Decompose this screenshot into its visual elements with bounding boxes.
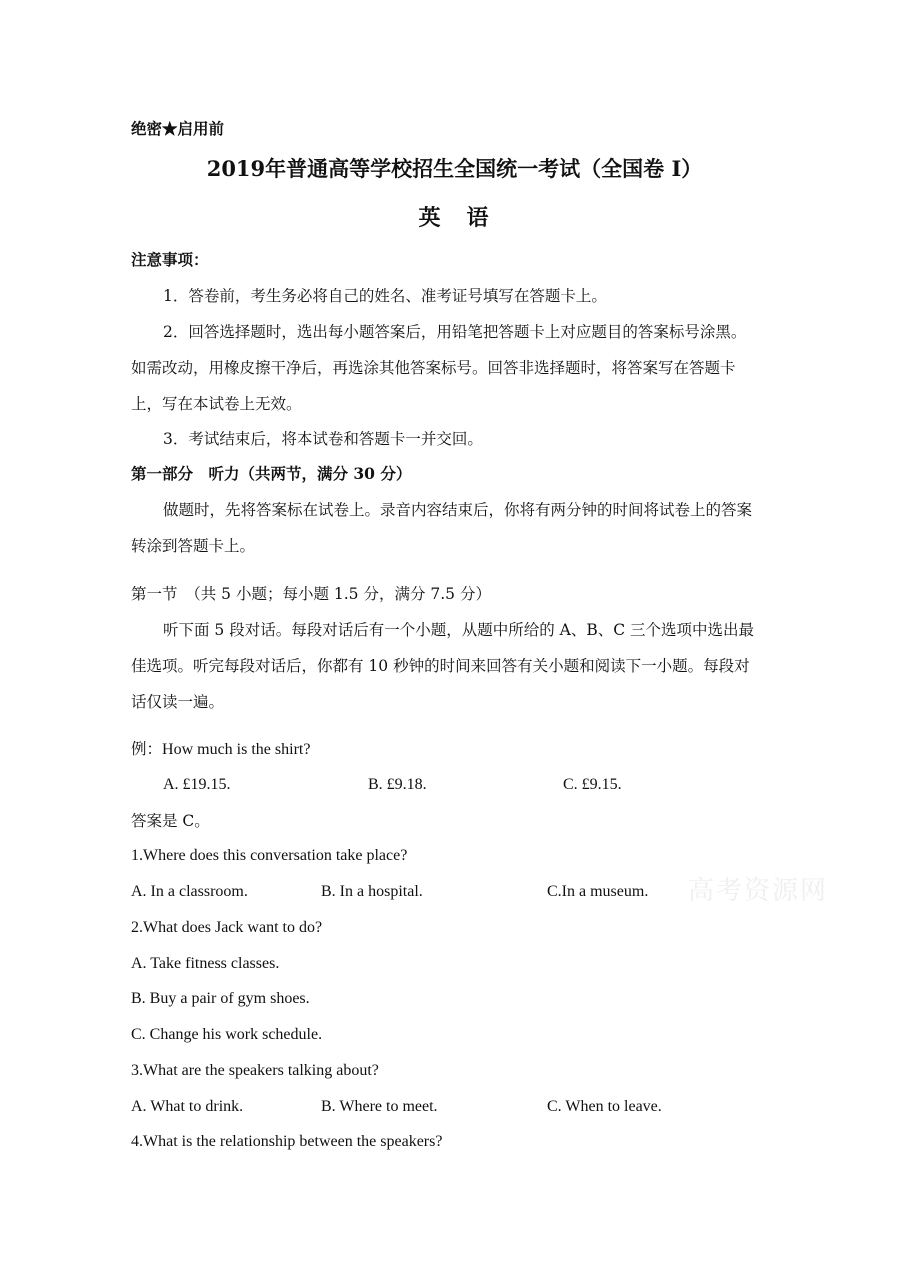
example-question [131,739,310,760]
watermark: 高考资源网 [688,876,829,906]
note-item-2-line-1: 2．回答选择题时，选出每小题答案后，用铅笔把答题卡上对应题目的答案标号涂黑。 [163,323,747,341]
question-1-option-b: B. In a hospital. [321,883,423,900]
part1-intro-line-2: 转涂到答题卡上。 [131,537,256,555]
section1-instruction-line-3: 话仅读一遍。 [131,693,225,711]
question-3-option-a: A. What to drink. [131,1098,244,1115]
question-1-option-a: A. In a classroom. [131,883,248,900]
question-3-stem: 3.What are the speakers talking about? [131,1062,379,1079]
section1-instruction-line-2: 佳选项。听完每段对话后，你都有 10 秒钟的时间来回答有关小题和阅读下一小题。每段对 [131,657,750,675]
question-2-option-c: C. Change his work schedule. [131,1026,323,1043]
question-3-option-c: C. When to leave. [547,1098,662,1115]
part1-intro-line-1: 做题时，先将答案标在试卷上。录音内容结束后，你将有两分钟的时间将试卷上的答案 [163,501,753,519]
question-1-stem: 1.Where does this conversation take place? [131,847,408,864]
question-4-stem: 4.What is the relationship between the speakers? [131,1133,443,1150]
note-item-1: 1．答卷前，考生务必将自己的姓名、准考证号填写在答题卡上。 [163,287,607,305]
question-2-option-b: B. Buy a pair of gym shoes. [131,990,310,1007]
part1-heading: 第一部分 听力（共两节，满分 30 分） [131,464,412,483]
example-answer: 答案是 C。 [131,812,210,830]
example-question-text: How much is the shirt? [162,741,311,758]
secret-mark: 绝密★启用前 [131,119,225,138]
example-option-c: C. £9.15. [563,776,622,793]
subject-title: 英 语 [418,205,491,231]
question-2-stem: 2.What does Jack want to do? [131,919,323,936]
question-1-option-c: C.In a museum. [547,883,649,900]
example-prefix: 例： [131,740,163,758]
exam-title: 2019年普通高等学校招生全国统一考试（全国卷 I） [206,156,703,181]
note-item-2-line-3: 上，写在本试卷上无效。 [131,395,302,413]
question-3-option-b: B. Where to meet. [321,1098,438,1115]
notes-heading: 注意事项： [131,250,209,269]
section1-instruction-line-1: 听下面 5 段对话。每段对话后有一个小题，从题中所给的 A、B、C 三个选项中选出最 [163,621,755,639]
note-item-2-line-2: 如需改动，用橡皮擦干净后，再选涂其他答案标号。回答非选择题时，将答案写在答题卡 [131,359,736,377]
example-option-a: A. £19.15. [163,776,231,793]
question-2-option-a: A. Take fitness classes. [131,955,280,972]
note-item-3: 3．考试结束后，将本试卷和答题卡一并交回。 [163,430,483,448]
section1-heading: 第一节 （共 5 小题；每小题 1.5 分，满分 7.5 分） [131,585,491,603]
example-option-b: B. £9.18. [368,776,427,793]
